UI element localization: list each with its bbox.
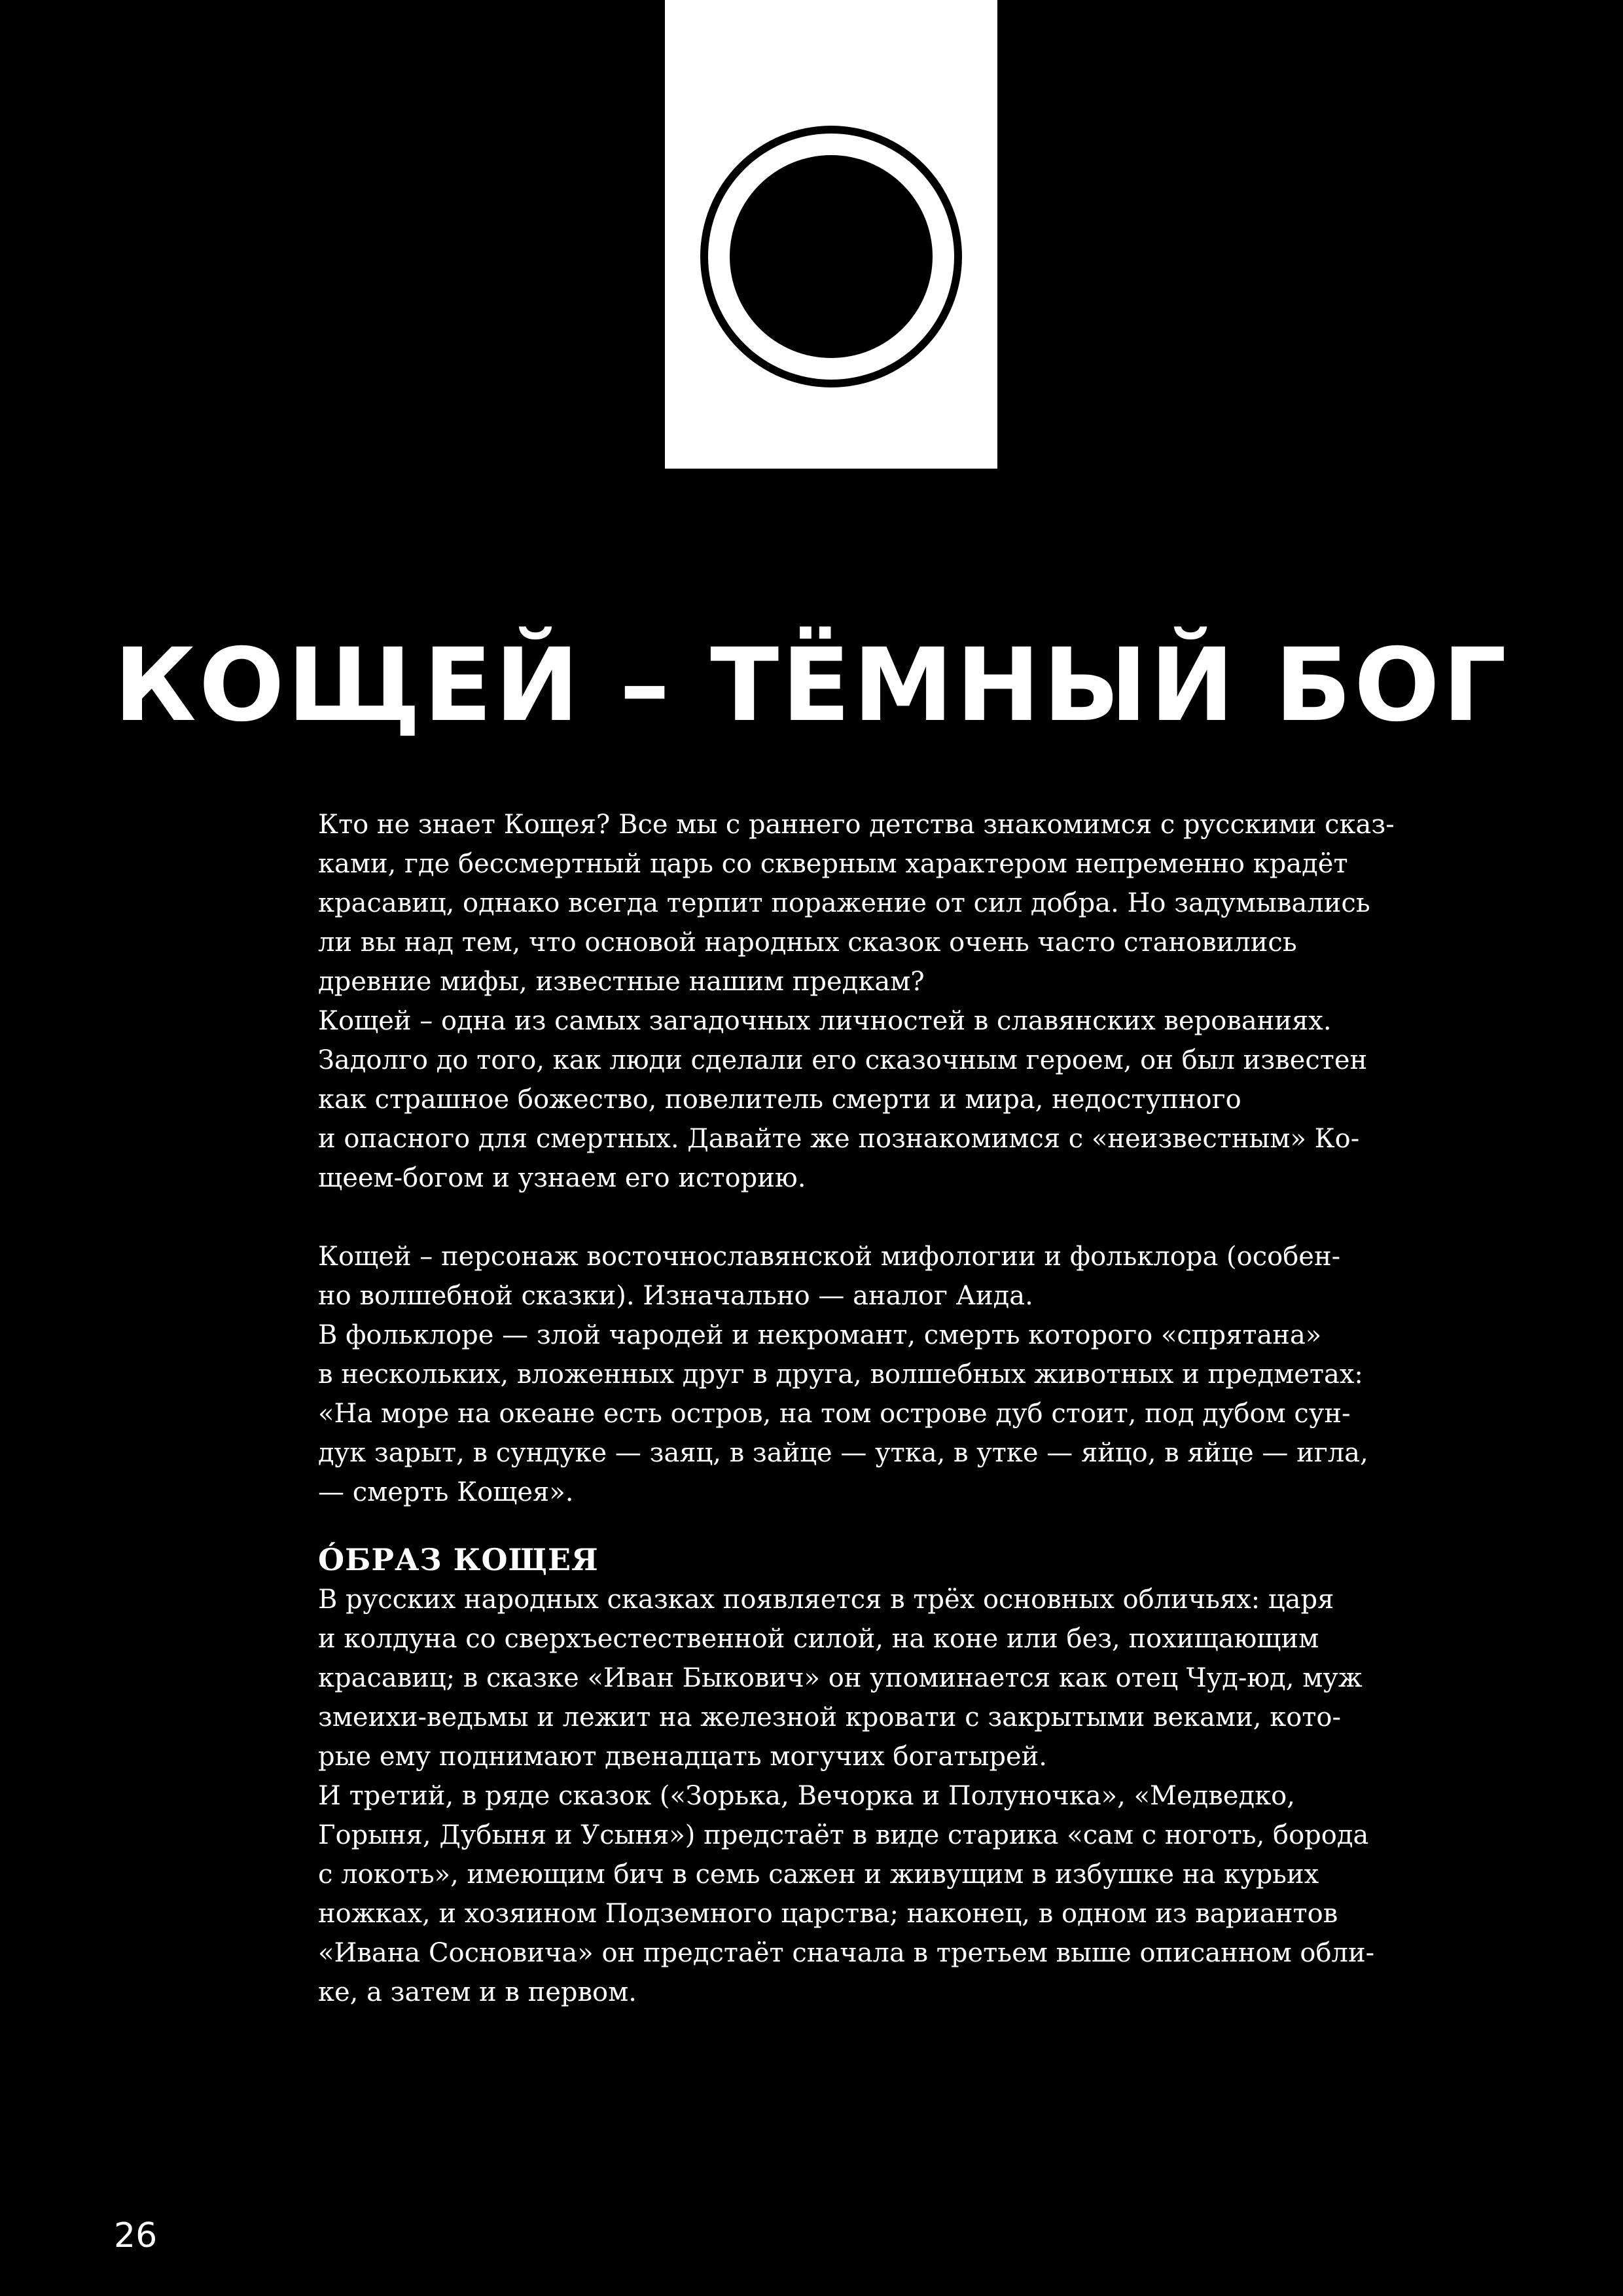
text-line: щеем-богом и узнаем его историю. (318, 1163, 806, 1193)
text-line: дук зарыт, в сундуке — заяц, в зайце — утка, в утке — яйцо, в яйце — игла, (318, 1438, 1368, 1468)
text-line: с локоть», имеющим бич в семь сажен и живущим в избушке на курьих (318, 1859, 1319, 1890)
text-line: рые ему поднимают двенадцать могучих богатырей. (318, 1742, 1047, 1772)
text-line: Кощей – персонаж восточнославянской мифологии и фольклора (особен- (318, 1242, 1341, 1272)
text-line: и опасного для смертных. Давайте же познакомимся с «неизвестным» Ко- (318, 1124, 1360, 1154)
text-line: ке, а затем и в первом. (318, 1977, 637, 2007)
paragraph-spacer (318, 1198, 1378, 1237)
text-line: — смерть Кощея». (318, 1477, 574, 1507)
text-line: Задолго до того, как люди сделали его сказочным героем, он был известен (318, 1045, 1368, 1075)
text-line: красавиц, однако всегда терпит поражение от сил добра. Но задумывались (318, 888, 1370, 918)
page-number: 26 (114, 2216, 158, 2255)
text-line: Горыня, Дубыня и Усыня») предстаёт в виде старика «сам с ноготь, борода (318, 1820, 1369, 1850)
emblem-panel (665, 0, 997, 469)
text-line: И третий, в ряде сказок («Зорька, Вечорка и Полуночка», «Медведко, (318, 1781, 1295, 1811)
page-title: КОЩЕЙ – ТЁМНЫЙ БОГ (113, 627, 1510, 744)
text-line: в нескольких, вложенных друг в друга, волшебных животных и предметах: (318, 1359, 1363, 1390)
text-line: Кощей – одна из самых загадочных личностей в славянских верованиях. (318, 1006, 1332, 1036)
text-line: ли вы над тем, что основой народных сказок очень часто становились (318, 927, 1297, 958)
text-line: змеихи-ведьмы и лежит на железной кровати с закрытыми веками, кото- (318, 1702, 1342, 1732)
intro-paragraph (318, 805, 1395, 1198)
circle-ring-icon (665, 0, 997, 469)
text-line: В фольклоре — злой чародей и некромант, смерть которого «спрятана» (318, 1320, 1322, 1350)
text-line: «Ивана Сосновича» он предстаёт сначала в третьем выше описанном обли- (318, 1938, 1375, 1968)
text-line: В русских народных сказках появляется в трёх основных обличьях: царя (318, 1585, 1334, 1615)
text-line: ножках, и хозяином Подземного царства; наконец, в одном из вариантов (318, 1899, 1338, 1929)
text-line: но волшебной сказки). Изначально — аналог Аида. (318, 1281, 1033, 1311)
text-line: ками, где бессмертный царь со скверным характером непременно крадёт (318, 849, 1348, 879)
text-line: и колдуна со сверхъестественной силой, на коне или без, похищающим (318, 1624, 1319, 1654)
definition-paragraph (318, 1237, 1378, 1512)
text-line: Кто не знает Кощея? Все мы с раннего детства знакомимся с русскими сказ- (318, 810, 1395, 840)
text-line: «На море на океане есть остров, на том острове дуб стоит, под дубом сун- (318, 1399, 1351, 1429)
section-heading: ÓБРАЗ КОЩЕЯ (318, 1542, 599, 1577)
article-body (318, 805, 1395, 2012)
text-line: древние мифы, известные нашим предкам? (318, 967, 925, 997)
text-line: красавиц; в сказке «Иван Быкович» он упоминается как отец Чуд-юд, муж (318, 1663, 1363, 1693)
text-line: как страшное божество, повелитель смерти и мира, недоступного (318, 1085, 1241, 1115)
section-paragraph (318, 1580, 1378, 2012)
